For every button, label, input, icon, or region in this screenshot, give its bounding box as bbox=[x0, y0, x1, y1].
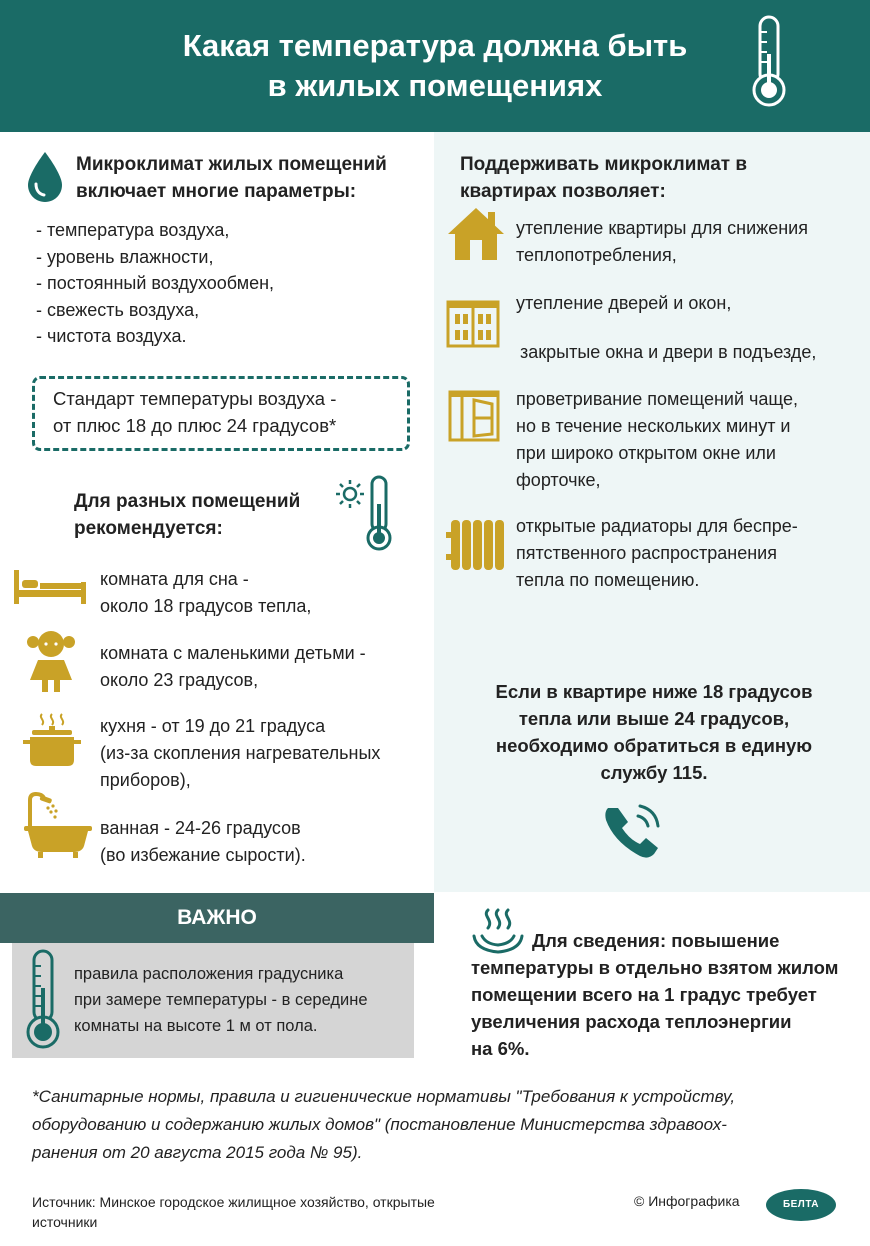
maintain-item-entrance bbox=[520, 339, 870, 366]
room-item-line: (во избежание сырости). bbox=[100, 845, 306, 865]
important-line: правила расположения градусника bbox=[74, 965, 344, 983]
thermometer-snow-sun-icon bbox=[334, 474, 398, 556]
list-item: - постоянный воздухообмен, bbox=[36, 273, 275, 293]
footnote-line: оборудованию и содержанию жилых домов" (постановление Министерства здравоох- bbox=[32, 1115, 727, 1134]
room-item-line: кухня - от 19 до 21 градуса bbox=[100, 716, 326, 736]
maintain-heading-line1: Поддерживать микроклимат в bbox=[460, 154, 748, 175]
maintain-item-insulation bbox=[516, 215, 866, 269]
list-item: - температура воздуха, bbox=[36, 220, 230, 240]
room-item-line: комната с маленькими детьми - bbox=[100, 643, 366, 663]
important-bar bbox=[0, 893, 434, 943]
maintain-item-ventilation bbox=[516, 386, 866, 494]
bathtub-icon bbox=[22, 790, 94, 860]
source-text bbox=[32, 1192, 512, 1232]
standard-box bbox=[32, 376, 410, 451]
maintain-item-line: теплопотребления, bbox=[516, 245, 677, 265]
source-line: Источник: Минское городское жилищное хозяйство, открытые bbox=[32, 1194, 435, 1210]
important-text bbox=[74, 961, 414, 1039]
room-item-children bbox=[100, 640, 420, 694]
standard-line2: от плюс 18 до плюс 24 градусов* bbox=[53, 415, 337, 436]
source-line: источники bbox=[32, 1214, 98, 1230]
contact-line: тепла или выше 24 градусов, bbox=[518, 708, 790, 729]
list-item: - чистота воздуха. bbox=[36, 326, 187, 346]
page-title bbox=[120, 26, 750, 106]
heat-icon bbox=[468, 906, 528, 956]
house-icon bbox=[446, 206, 506, 262]
info-line: помещении всего на 1 градус требует bbox=[471, 984, 817, 1005]
important-label: ВАЖНО bbox=[177, 906, 257, 929]
maintain-item-line: проветривание помещений чаще, bbox=[516, 389, 799, 409]
maintain-item-doors-windows bbox=[516, 290, 866, 317]
pot-icon bbox=[22, 712, 82, 768]
room-item-line: приборов), bbox=[100, 770, 191, 790]
open-window-icon bbox=[448, 390, 500, 442]
microclimate-heading-line2: включает многие параметры: bbox=[76, 181, 357, 202]
info-line: температуры в отдельно взятом жилом bbox=[471, 957, 839, 978]
page-title-line1: Какая температура должна быть bbox=[182, 28, 688, 63]
contact-line: Если в квартире ниже 18 градусов bbox=[495, 681, 813, 702]
rooms-heading bbox=[74, 488, 344, 542]
maintain-item-line: пятственного распространения bbox=[516, 543, 777, 563]
room-item-bedroom bbox=[100, 566, 420, 620]
room-item-line: (из-за скопления нагревательных bbox=[100, 743, 381, 763]
contact-line: службу 115. bbox=[600, 762, 708, 783]
footnote-line: *Санитарные нормы, правила и гигиенические нормативы "Требования к устройству, bbox=[32, 1087, 736, 1106]
phone-icon bbox=[600, 796, 668, 864]
info-line1: Для сведения: повышение bbox=[532, 930, 780, 951]
room-item-kitchen bbox=[100, 713, 430, 794]
copyright-text: © Инфографика bbox=[634, 1193, 740, 1209]
water-drop-icon bbox=[24, 150, 66, 204]
maintain-item-line: форточке, bbox=[516, 470, 601, 490]
room-item-line: около 18 градусов тепла, bbox=[100, 596, 312, 616]
microclimate-list bbox=[36, 217, 416, 350]
maintain-item-line: закрытые окна и двери в подъезде, bbox=[520, 342, 817, 362]
info-text bbox=[471, 954, 863, 1062]
contact-text bbox=[444, 678, 864, 786]
maintain-item-line: утепление квартиры для снижения bbox=[516, 218, 808, 238]
bed-icon bbox=[12, 570, 88, 606]
maintain-item-line: утепление дверей и окон, bbox=[516, 293, 732, 313]
footnote-line: ранения от 20 августа 2015 года № 95). bbox=[32, 1143, 363, 1162]
list-item: - свежесть воздуха, bbox=[36, 299, 200, 320]
maintain-item-line: открытые радиаторы для беспре- bbox=[516, 516, 798, 536]
thermometer-icon bbox=[748, 14, 790, 110]
maintain-item-radiators bbox=[516, 513, 866, 594]
thermometer-icon bbox=[22, 948, 64, 1052]
info-line: на 6%. bbox=[471, 1038, 530, 1059]
microclimate-heading-line1: Микроклимат жилых помещений bbox=[76, 154, 387, 175]
maintain-heading-line2: квартирах позволяет: bbox=[460, 181, 666, 202]
important-line: при замере температуры - в середине bbox=[74, 991, 368, 1009]
list-item: - уровень влажности, bbox=[36, 246, 214, 267]
standard-line1: Стандарт температуры воздуха - bbox=[53, 388, 337, 409]
footnote bbox=[32, 1083, 852, 1167]
room-item-line: ванная - 24-26 градусов bbox=[100, 818, 301, 838]
page-title-line2: в жилых помещениях bbox=[267, 68, 603, 103]
room-item-line: около 23 градусов, bbox=[100, 670, 259, 690]
info-line: увеличения расхода теплоэнергии bbox=[471, 1011, 792, 1032]
child-icon bbox=[24, 628, 78, 694]
rooms-heading-line1: Для разных помещений bbox=[74, 491, 301, 512]
microclimate-heading bbox=[76, 151, 426, 205]
maintain-item-line: при широко открытом окне или bbox=[516, 443, 776, 463]
important-line: комнаты на высоте 1 м от пола. bbox=[74, 1017, 318, 1035]
maintain-heading bbox=[460, 151, 860, 205]
window-icon bbox=[446, 300, 500, 348]
room-item-bathroom bbox=[100, 815, 420, 869]
belta-logo: БЕЛТА bbox=[766, 1189, 836, 1221]
contact-line: необходимо обратиться в единую bbox=[495, 735, 813, 756]
maintain-item-line: тепла по помещению. bbox=[516, 570, 700, 590]
room-item-line: комната для сна - bbox=[100, 569, 249, 589]
maintain-item-line: но в течение нескольких минут и bbox=[516, 416, 791, 436]
radiator-icon bbox=[446, 516, 508, 574]
rooms-heading-line2: рекомендуется: bbox=[74, 518, 223, 539]
